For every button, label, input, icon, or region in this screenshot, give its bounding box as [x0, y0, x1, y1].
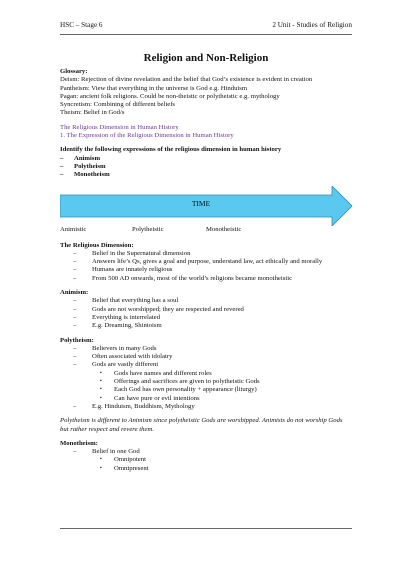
section-heading: The Religious Dimension in Human History [60, 123, 179, 131]
religious-dimension-section [60, 124, 352, 141]
glossary-heading: Glossary: [60, 68, 88, 75]
sub-item: ▪ Can have pure or evil intentions [60, 395, 352, 403]
section-item: 1. The Expression of the Religious Dimension in Human History [60, 132, 234, 140]
header-rule [60, 34, 352, 35]
monotheism-list [60, 448, 352, 456]
monotheism-section [60, 440, 352, 473]
glossary-section [60, 68, 352, 118]
sub-item: ▪ Offerings and sacrifices are given to polytheistic Gods [60, 378, 352, 386]
sub-item: ▪ Omnipresent [60, 465, 352, 473]
document-body [60, 52, 352, 473]
list-item: – Polytheism [60, 163, 352, 171]
timeline-point: Polytheistic [132, 225, 164, 233]
list-item: – Gods are vastly different [60, 361, 352, 369]
header-right: 2 Unit - Studies of Religion [272, 21, 352, 29]
list-item: – Believers in many Gods [60, 345, 352, 353]
polytheism-section [60, 337, 352, 412]
list-item: – Belief that everything has a soul [60, 297, 352, 305]
identify-heading: Identify the following expressions of the religious dimension in human history [60, 146, 282, 154]
list-item: – E.g. Dreaming, Shintoism [60, 322, 352, 330]
list-item: – From 500 AD onwards, most of the world’s religions became monotheistic [60, 275, 352, 283]
page-header [60, 21, 352, 33]
dimension-heading: The Religious Dimension: [60, 241, 134, 249]
glossary-line: Pagan: ancient folk religions. Could be non-theistic or polytheistic e.g. mythology [60, 92, 280, 100]
list-item: – Monotheism [60, 171, 352, 179]
animism-list [60, 297, 352, 330]
list-item: – Often associated with idolatry [60, 353, 352, 361]
glossary-line: Pantheism: View that everything in the universe is God e.g. Hinduism [60, 84, 248, 92]
identify-section [60, 146, 352, 179]
timeline-point: Monotheistic [206, 225, 242, 233]
timeline-label: TIME [191, 198, 211, 208]
glossary-line: Syncretism: Combining of different beliefs [60, 101, 176, 109]
sub-item: ▪ Gods have names and different roles [60, 370, 352, 378]
dimension-section [60, 242, 352, 283]
polytheism-heading: Polytheism: [60, 336, 94, 344]
polytheism-sublist [60, 370, 352, 403]
list-item: – E.g. Hinduism, Buddhism, Mythology [60, 403, 352, 411]
dimension-list [60, 250, 352, 283]
list-item: – Animism [60, 155, 352, 163]
comparison-note: Polytheism is different to Animism since polytheistic Gods are worshipped. Animists do not worship Gods but rather respect and revere them. [60, 417, 343, 433]
glossary-line: Deism: Rejection of divine revelation and the belief that God’s existence is evident in creation [60, 76, 313, 84]
polytheism-list [60, 345, 352, 370]
list-item: – Belief in one God [60, 448, 352, 456]
list-item: – Answers life’s Qs, gives a goal and purpose, understand law, act ethically and morally [60, 258, 352, 266]
monotheism-sublist [60, 456, 352, 473]
animism-heading: Animism: [60, 289, 89, 297]
list-item: – Belief in the Supernatural dimension [60, 250, 352, 258]
header-left: HSC – Stage 6 [60, 21, 103, 29]
polytheism-list-end [60, 403, 352, 411]
sub-item: ▪ Omnipotent [60, 456, 352, 464]
timeline-points [60, 226, 352, 236]
animism-section [60, 289, 352, 330]
sub-item: ▪ Each God has own personality + appearance (liturgy) [60, 386, 352, 394]
monotheism-heading: Monotheism: [60, 439, 98, 447]
list-item: – Everything is interrelated [60, 314, 352, 322]
list-item: – Gods are not worshipped; they are respected and revered [60, 306, 352, 314]
page-title: Religion and Non-Religion [143, 52, 269, 64]
identify-list [60, 155, 352, 180]
footer-rule [60, 528, 352, 529]
list-item: – Humans are innately religious [60, 266, 352, 274]
timeline-point: Animistic [60, 225, 87, 233]
glossary-line: Theism: Belief in God/s [60, 109, 125, 117]
